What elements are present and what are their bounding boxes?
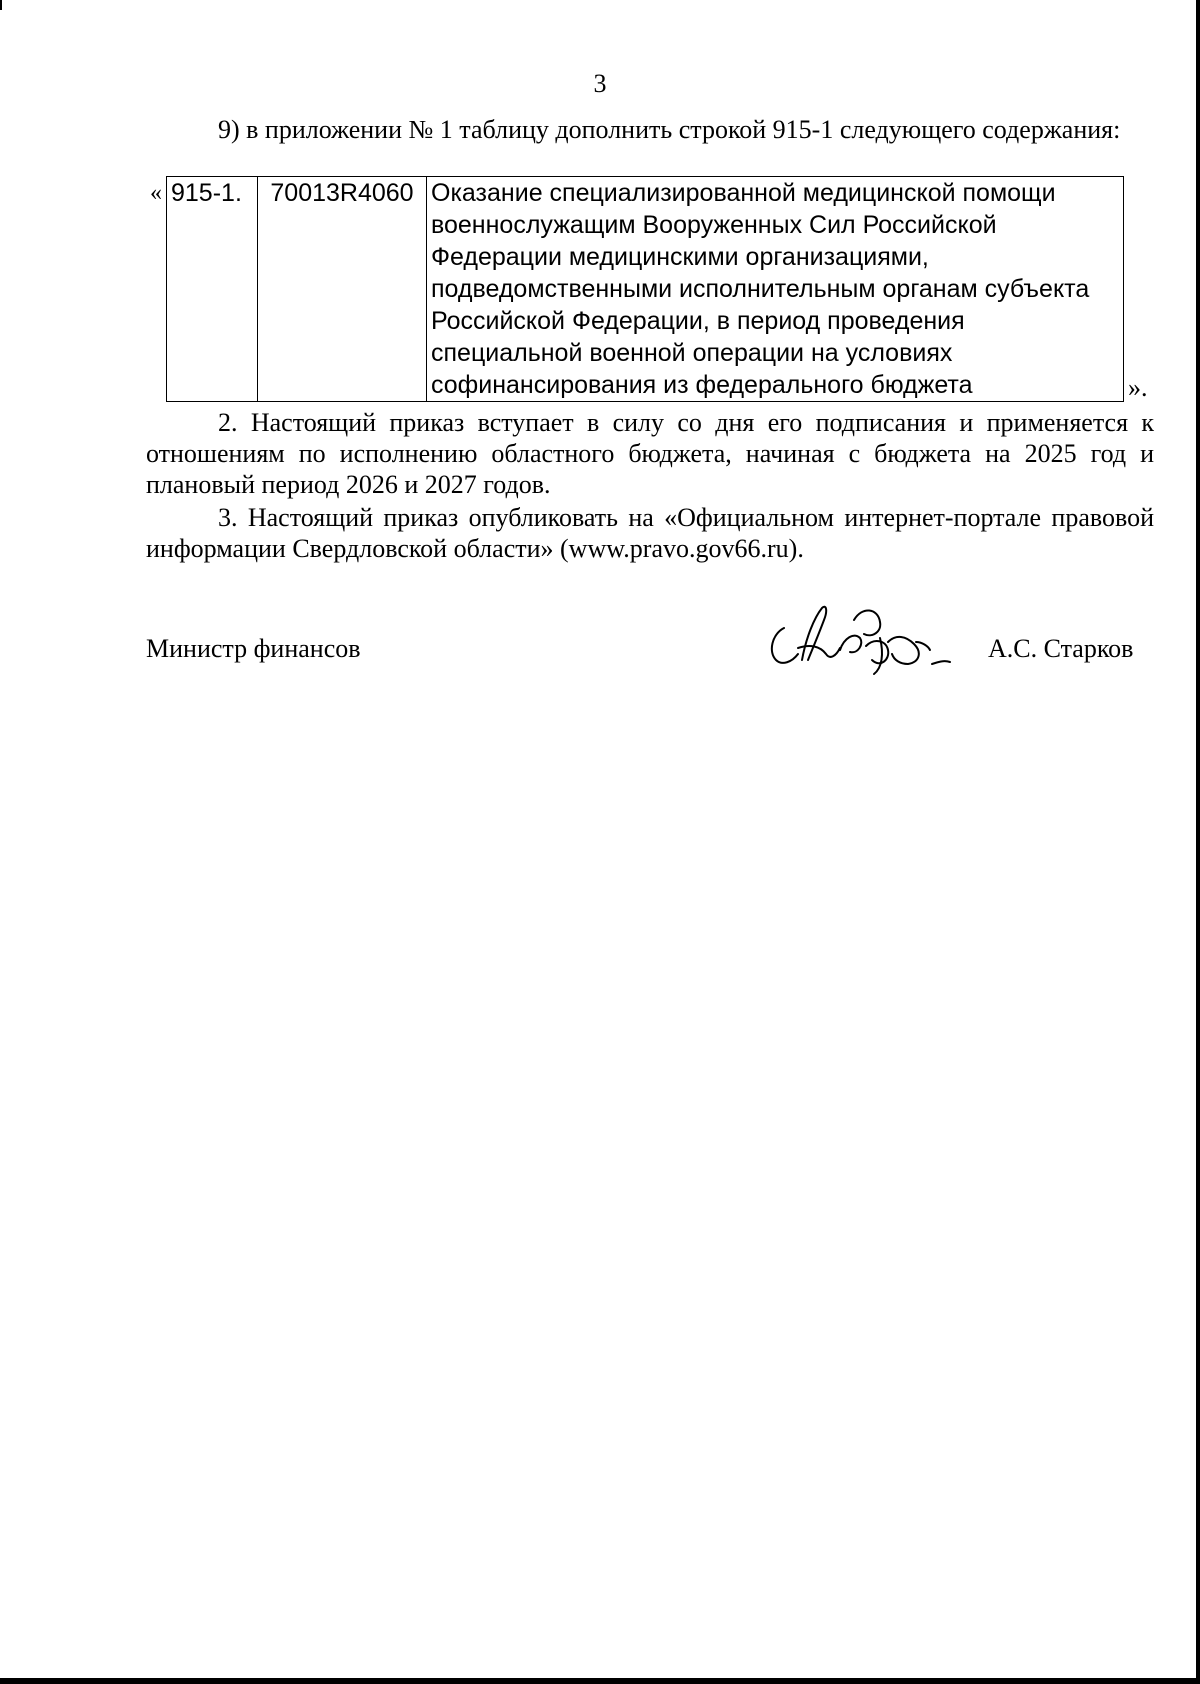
row-number-cell: 915-1. bbox=[167, 177, 258, 402]
scan-edge-right bbox=[1196, 0, 1200, 1684]
amendment-table bbox=[166, 176, 1124, 402]
paragraph-2-block bbox=[146, 407, 1154, 500]
description-line: Федерации медицинскими организациями, bbox=[431, 243, 929, 271]
description-line: специальной военной операции на условиях bbox=[431, 339, 953, 367]
table-quote-open: « bbox=[150, 180, 162, 206]
scan-edge-tick bbox=[0, 0, 2, 10]
description-line: Оказание специализированной медицинской помощи bbox=[431, 179, 1056, 207]
row-description-cell bbox=[427, 177, 1124, 402]
description-line: подведомственными исполнительным органам субъекта bbox=[431, 275, 1090, 303]
table-row bbox=[167, 177, 1124, 402]
item-9-intro bbox=[146, 114, 1154, 145]
paragraph-3-block bbox=[146, 502, 1154, 564]
paragraph-2: 2. Настоящий приказ вступает в силу со дня его подписания и применяется к отношениям по исполнению областного бюджета, начиная с бюджета на 2025 год и плановый период 2026 и 2027 годов. bbox=[146, 408, 1154, 499]
paragraph-3: 3. Настоящий приказ опубликовать на «Официальном интернет-портале правовой информации Свердловской области» (www.pravo.gov66.ru). bbox=[146, 503, 1154, 563]
signatory-title: Министр финансов bbox=[146, 634, 361, 663]
page-number: 3 bbox=[593, 69, 607, 98]
scan-edge-bottom bbox=[0, 1678, 1200, 1684]
description-line: софинансирования из федерального бюджета bbox=[431, 371, 973, 399]
table-quote-close: ». bbox=[1128, 373, 1148, 402]
description-line: военнослужащим Вооруженных Сил Российской bbox=[431, 211, 997, 239]
description-line: Российской Федерации, в период проведения bbox=[431, 307, 965, 335]
handwritten-signature bbox=[762, 598, 962, 678]
row-code-cell: 70013R4060 bbox=[258, 177, 427, 402]
signatory-name: А.С. Старков bbox=[988, 634, 1134, 663]
item-9-text: 9) в приложении № 1 таблицу дополнить строкой 915-1 следующего содержания: bbox=[218, 115, 1121, 144]
